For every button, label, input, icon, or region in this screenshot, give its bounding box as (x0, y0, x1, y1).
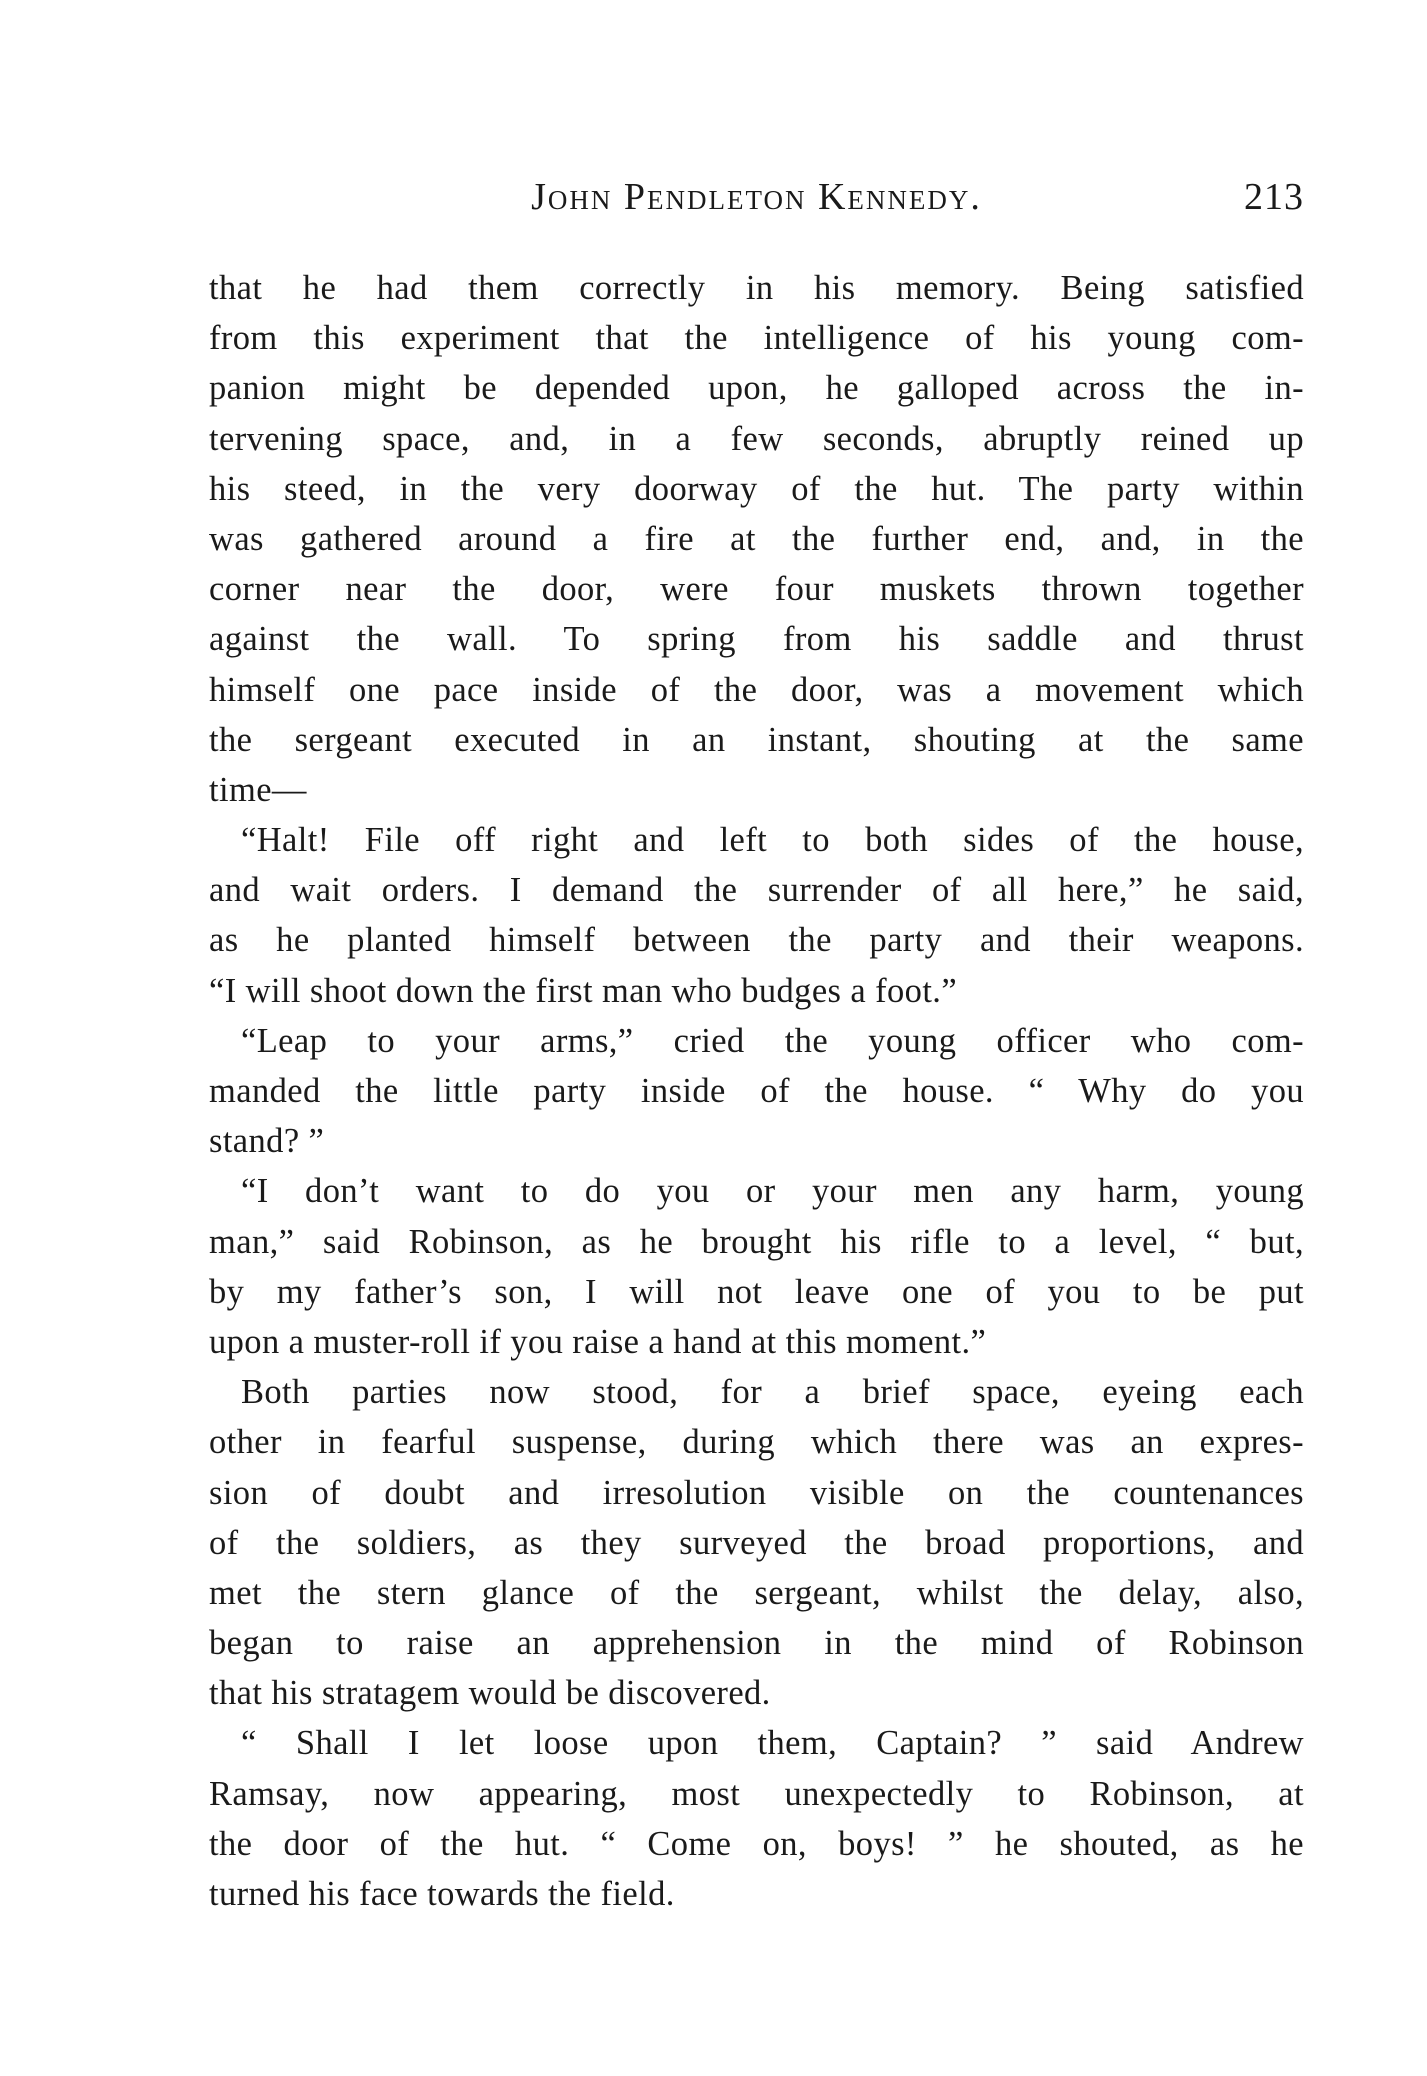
text-line: “ Shall I let loose upon them, Captain? ” said Andrew (241, 1724, 1304, 1763)
text-line: his steed, in the very doorway of the hut. The party within (209, 469, 1304, 508)
text-line: began to raise an apprehension in the mind of Robinson (209, 1624, 1304, 1663)
text-line: Both parties now stood, for a brief space, eyeing each (241, 1373, 1304, 1412)
body-text (209, 263, 1304, 1919)
text-line: met the stern glance of the sergeant, whilst the delay, also, (209, 1573, 1304, 1612)
text-line: of the soldiers, as they surveyed the broad proportions, and (209, 1523, 1304, 1562)
text-line: tervening space, and, in a few seconds, abruptly reined up (209, 419, 1304, 458)
text-line: man,” said Robinson, as he brought his rifle to a level, “ but, (209, 1222, 1304, 1261)
text-line: from this experiment that the intelligence of his young com- (209, 319, 1304, 358)
text-line: the door of the hut. “ Come on, boys! ” he shouted, as he (209, 1824, 1304, 1863)
text-line: as he planted himself between the party and their weapons. (209, 921, 1304, 960)
text-line: that his stratagem would be discovered. (209, 1674, 771, 1713)
text-line: upon a muster-roll if you raise a hand at this moment.” (209, 1322, 987, 1361)
text-line: stand? ” (209, 1122, 325, 1161)
text-line: “Halt! File off right and left to both sides of the house, (241, 821, 1304, 860)
text-line: that he had them correctly in his memory. Being satisfied (209, 269, 1304, 307)
text-line: manded the little party inside of the house. “ Why do you (209, 1072, 1304, 1110)
text-line: himself one pace inside of the door, was a movement which (209, 670, 1304, 709)
text-line: the sergeant executed in an instant, shouting at the same (209, 720, 1304, 759)
running-head (209, 172, 1304, 222)
text-line: “I will shoot down the first man who budges a foot.” (209, 971, 958, 1010)
text-line: against the wall. To spring from his saddle and thrust (209, 620, 1304, 659)
text-line: was gathered around a fire at the further end, and, in the (209, 519, 1304, 558)
page-number: 213 (1244, 176, 1304, 218)
running-title: John Pendleton Kennedy. (531, 176, 982, 218)
text-line: and wait orders. I demand the surrender of all here,” he said, (209, 871, 1304, 910)
text-line: panion might be depended upon, he galloped across the in- (209, 369, 1304, 408)
text-line: turned his face towards the field. (209, 1875, 675, 1913)
text-line: “Leap to your arms,” cried the young officer who com- (241, 1021, 1304, 1060)
text-line: by my father’s son, I will not leave one of you to be put (209, 1272, 1304, 1311)
text-line: “I don’t want to do you or your men any harm, young (241, 1172, 1304, 1211)
text-line: sion of doubt and irresolution visible on the countenances (209, 1473, 1304, 1512)
text-line: corner near the door, were four muskets thrown together (209, 570, 1304, 609)
text-line: time— (209, 770, 307, 809)
text-line: Ramsay, now appearing, most unexpectedly to Robinson, at (209, 1774, 1304, 1813)
text-line: other in fearful suspense, during which there was an expres- (209, 1423, 1304, 1462)
